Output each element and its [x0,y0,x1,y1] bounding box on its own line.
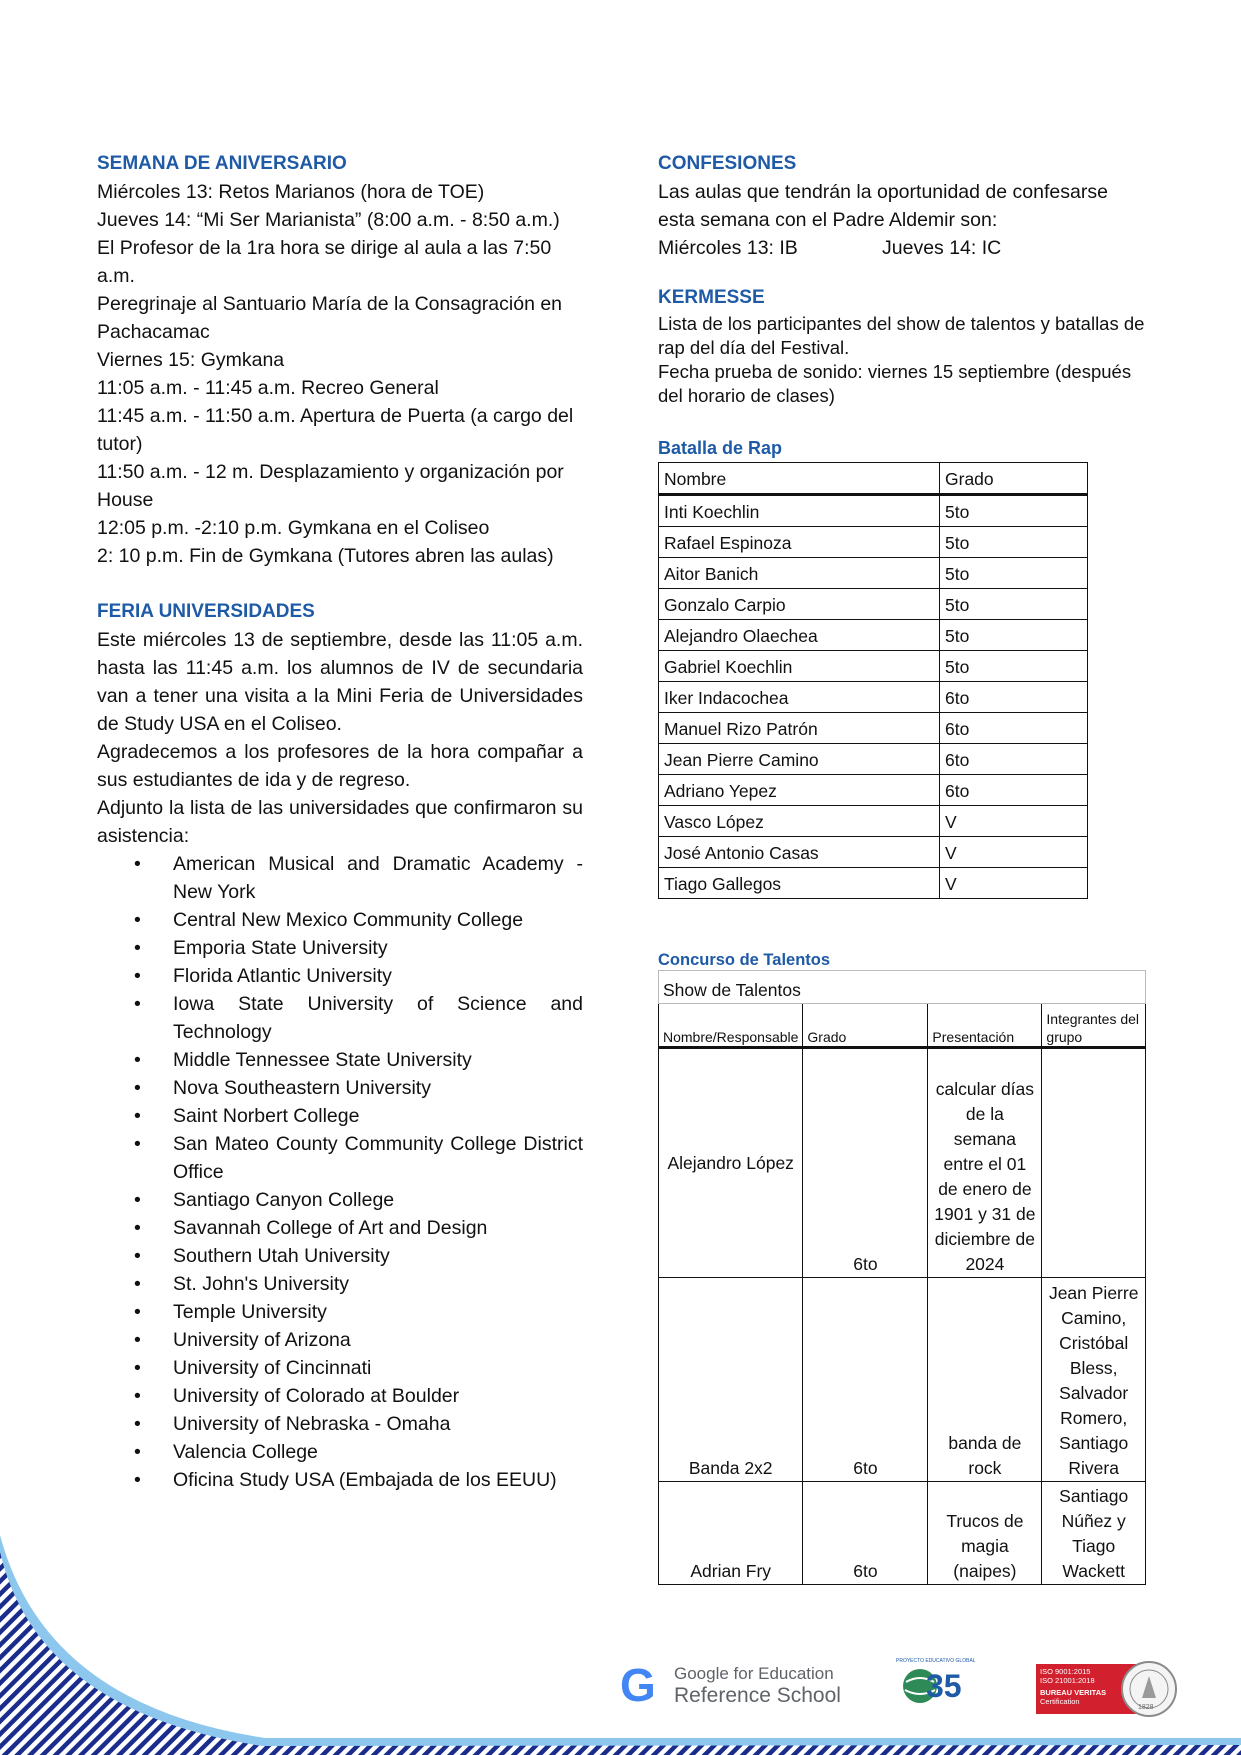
list-item: • San Mateo County Community College District Office [134,1133,583,1183]
list-item: • Southern Utah University [134,1245,390,1267]
list-item: • University of Cincinnati [134,1357,372,1379]
confesiones-day-2: Jueves 14: IC [882,237,1002,259]
table-header-row [659,463,1088,495]
semana-line: Miércoles 13: Retos Marianos (hora de TOE) [97,181,485,203]
feria-paragraph-1: Este miércoles 13 de septiembre, desde las 11:05 a.m. hasta las 11:45 a.m. los alumnos de IV de secundaria van a tener una visita a la Mini Feria de Universidades de Study USA en el Coliseo. [97,629,583,735]
header-cell: Grado [940,463,1088,495]
table-row: Banda 2x2 6to banda de rock Jean Pierre Camino, Cristóbal Bless, Salvador Romero, Santiago Rivera [659,1278,1146,1482]
semana-line: El Profesor de la 1ra hora se dirige al aula a las 7:50 a.m. [97,237,552,287]
semana-line: Viernes 15: Gymkana [97,349,285,371]
semana-line: 11:50 a.m. - 12 m. Desplazamiento y organización por House [97,461,564,511]
list-item: • Middle Tennessee State University [134,1049,472,1071]
table-row: Inti Koechlin 5to [659,495,1088,527]
semana-lines [97,178,583,570]
google-line-1: Google for Education [674,1664,834,1683]
feria-paragraph-2: Agradecemos a los profesores de la hora compañar a sus estudiantes de ida y de regreso. [97,741,583,791]
table-row: Tiago Gallegos V [659,868,1088,899]
table-row: Rafael Espinoza 5to [659,527,1088,558]
left-column [97,150,583,1494]
list-item: • Valencia College [134,1441,318,1463]
google-education-logo [620,1659,850,1714]
header-cell: Presentación [928,1004,1042,1048]
google-g-icon: G [620,1659,656,1711]
university-list [97,850,583,1494]
table-row: Gonzalo Carpio 5to [659,589,1088,620]
bv-iso-1: ISO 9001:2015 [1040,1667,1091,1676]
header-cell: Integrantes del grupo [1042,1004,1146,1048]
list-item: • Emporia State University [134,937,388,959]
bv-iso-2: ISO 21001:2018 [1040,1676,1095,1685]
table-row: Manuel Rizo Patrón 6to [659,713,1088,744]
bureau-veritas-logo [1036,1660,1196,1718]
talentos-title: Concurso de Talentos [658,951,831,969]
table-row: Alejandro Olaechea 5to [659,620,1088,651]
proyecto-number: 35 [926,1668,962,1704]
proyecto-educativo-logo [896,1658,976,1718]
confesiones-text: Las aulas que tendrán la oportunidad de confesarse esta semana con el Padre Aldemir son: [658,181,1108,231]
semana-title: SEMANA DE ANIVERSARIO [97,153,347,174]
confesiones-days [658,234,1146,262]
list-item: • Central New Mexico Community College [134,909,524,931]
list-item: • University of Arizona [134,1329,351,1351]
google-line-2: Reference School [674,1684,841,1707]
bv-year: 1828 [1138,1704,1154,1711]
proyecto-label: PROYECTO EDUCATIVO GLOBAL [896,1658,976,1664]
table-row: Iker Indacochea 6to [659,682,1088,713]
list-item: • Iowa State University of Science and Technology [134,993,583,1043]
table-row: José Antonio Casas V [659,837,1088,868]
header-cell: Grado [803,1004,928,1048]
list-item: • Nova Southeastern University [134,1077,431,1099]
right-column [658,150,1146,1585]
semana-line: 2: 10 p.m. Fin de Gymkana (Tutores abren las aulas) [97,545,554,567]
feria-paragraph-3: Adjunto la lista de las universidades que confirmaron su asistencia: [97,797,583,847]
list-item: • University of Nebraska - Omaha [134,1413,451,1435]
feria-title: FERIA UNIVERSIDADES [97,601,315,622]
semana-line: 11:05 a.m. - 11:45 a.m. Recreo General [97,377,439,399]
bv-brand: BUREAU VERITAS [1040,1688,1107,1697]
kermesse-text-2: Fecha prueba de sonido: viernes 15 septiembre (después del horario de clases) [658,361,1132,406]
confesiones-title: CONFESIONES [658,153,797,174]
semana-line: 12:05 p.m. -2:10 p.m. Gymkana en el Coliseo [97,517,490,539]
table-row: Gabriel Koechlin 5to [659,651,1088,682]
confesiones-day-1: Miércoles 13: IB [658,237,798,259]
table-caption-row [659,971,1146,1004]
table-row: Vasco López V [659,806,1088,837]
list-item: • St. John's University [134,1273,350,1295]
list-item: • Florida Atlantic University [134,965,392,987]
kermesse-text-1: Lista de los participantes del show de talentos y batallas de rap del día del Festival. [658,313,1145,358]
list-item: • Savannah College of Art and Design [134,1217,488,1239]
rap-title: Batalla de Rap [658,438,783,458]
header-cell: Nombre [659,463,940,495]
table-caption: Show de Talentos [659,971,1146,1004]
list-item: • University of Colorado at Boulder [134,1385,460,1407]
rap-table [658,462,1088,899]
list-item: • Santiago Canyon College [134,1189,395,1211]
table-row: Jean Pierre Camino 6to [659,744,1088,775]
list-item: • Oficina Study USA (Embajada de los EEUU) [134,1469,557,1491]
list-item: • Saint Norbert College [134,1105,360,1127]
semana-line: Peregrinaje al Santuario María de la Consagración en Pachacamac [97,293,563,343]
table-row: Adrian Fry 6to Trucos de magia (naipes) Santiago Núñez y Tiago Wackett [659,1482,1146,1585]
table-row: Alejandro López 6to calcular días de la semana entre el 01 de enero de 1901 y 31 de diciembre de 2024 [659,1048,1146,1278]
list-item: • Temple University [134,1301,327,1323]
list-item: • American Musical and Dramatic Academy - New York [134,853,583,903]
talentos-table [658,970,1146,1585]
table-header-row [659,1004,1146,1048]
table-row: Adriano Yepez 6to [659,775,1088,806]
table-row: Aitor Banich 5to [659,558,1088,589]
semana-line: 11:45 a.m. - 11:50 a.m. Apertura de Puerta (a cargo del tutor) [97,405,574,455]
header-cell: Nombre/Responsable [659,1004,803,1048]
bv-cert: Certification [1040,1697,1080,1706]
kermesse-title: KERMESSE [658,287,765,308]
semana-line: Jueves 14: “Mi Ser Marianista” (8:00 a.m. - 8:50 a.m.) [97,209,560,231]
